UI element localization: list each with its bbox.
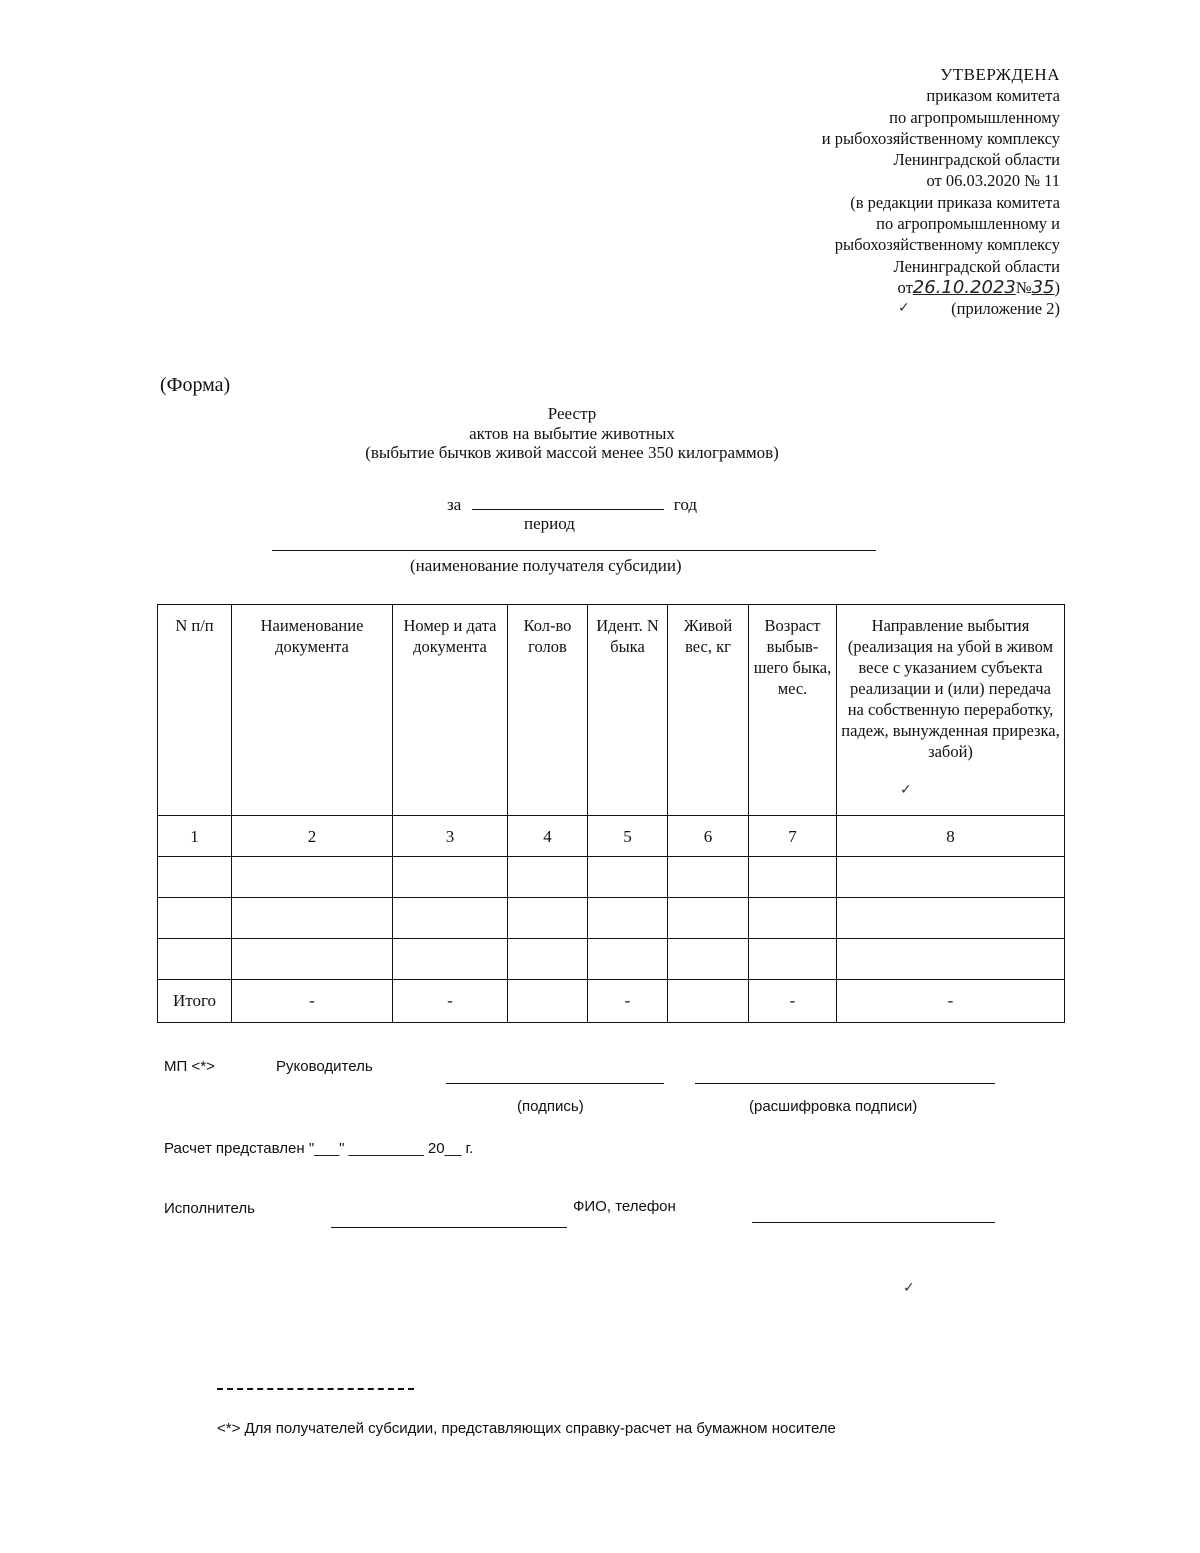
total-label: Итого xyxy=(158,980,232,1023)
recipient-blank[interactable] xyxy=(272,550,876,551)
table-header-cell: N п/п xyxy=(158,605,232,816)
table-cell[interactable] xyxy=(749,898,837,939)
table-cell[interactable] xyxy=(749,939,837,980)
approval-line: Ленинградской области xyxy=(893,256,1060,276)
column-number: 1 xyxy=(158,816,232,857)
approval-line: приказом комитета xyxy=(926,86,1060,106)
period-suffix: год xyxy=(673,495,697,514)
table-cell[interactable] xyxy=(232,857,393,898)
stamp-label: МП <*> xyxy=(164,1058,215,1075)
approval-appendix: (приложение 2) xyxy=(951,299,1060,319)
approval-line: по агропромышленному и xyxy=(876,214,1060,234)
table-cell[interactable] xyxy=(837,857,1065,898)
recipient-caption: (наименование получателя субсидии) xyxy=(410,556,682,575)
signature-caption: (подпись) xyxy=(517,1098,584,1115)
period-caption: период xyxy=(524,514,575,533)
footnote: <*> Для получателей субсидии, представляющих справку-расчет на бумажном носителе xyxy=(217,1420,836,1437)
table-header-cell: Направление выбытия (реализация на убой в живом весе с указанием субъекта реализации и (или) передача на собственную переработку, падеж, вынужденная прирезка, забой) xyxy=(837,605,1065,816)
table-cell[interactable] xyxy=(668,939,749,980)
scan-mark: ✓ xyxy=(903,1280,915,1296)
submitted-line: Расчет представлен "___" _________ 20__ г. xyxy=(164,1140,474,1157)
approval-block xyxy=(700,64,1060,320)
executor-contact-blank[interactable] xyxy=(752,1222,995,1223)
footnote-separator xyxy=(217,1388,414,1390)
column-number: 5 xyxy=(588,816,668,857)
column-number: 3 xyxy=(393,816,508,857)
scan-mark: ✓ xyxy=(900,782,912,798)
period-prefix: за xyxy=(447,495,462,514)
table-header-row xyxy=(158,605,1065,816)
table-cell[interactable] xyxy=(588,857,668,898)
total-cell: - xyxy=(232,980,393,1023)
table-total-row xyxy=(158,980,1065,1023)
table-cell[interactable] xyxy=(158,898,232,939)
approval-line: Ленинградской области xyxy=(893,150,1060,170)
table-cell[interactable] xyxy=(508,857,588,898)
approval-no-label: № xyxy=(1015,277,1032,297)
table-cell[interactable] xyxy=(588,898,668,939)
document-title xyxy=(272,404,872,463)
approval-line: рыбохозяйственному комплексу xyxy=(834,235,1060,255)
approval-handwritten-line xyxy=(700,277,1060,298)
handwritten-date: 26.10.2023 xyxy=(912,276,1016,298)
table-cell[interactable] xyxy=(837,898,1065,939)
table-cell[interactable] xyxy=(837,939,1065,980)
table-header-cell: Возраст выбыв-шего быка, мес. xyxy=(749,605,837,816)
table-header-cell: Идент. N быка xyxy=(588,605,668,816)
column-number: 7 xyxy=(749,816,837,857)
signature-decode-caption: (расшифровка подписи) xyxy=(749,1098,918,1115)
table-header-cell: Номер и дата документа xyxy=(393,605,508,816)
total-cell: - xyxy=(588,980,668,1023)
table-header-cell: Живой вес, кг xyxy=(668,605,749,816)
approval-heading: УТВЕРЖДЕНА xyxy=(940,65,1060,84)
table-cell[interactable] xyxy=(158,857,232,898)
approval-line: по агропромышленному xyxy=(889,107,1060,127)
executor-blank[interactable] xyxy=(331,1227,567,1228)
column-number: 6 xyxy=(668,816,749,857)
table-cell[interactable] xyxy=(749,857,837,898)
period-field xyxy=(447,492,697,515)
total-cell[interactable] xyxy=(668,980,749,1023)
title-line: актов на выбытие животных xyxy=(469,423,675,443)
scan-mark: ✓ xyxy=(898,300,910,316)
table-cell[interactable] xyxy=(668,898,749,939)
column-number: 4 xyxy=(508,816,588,857)
signature-blank[interactable] xyxy=(446,1083,664,1084)
approval-line: (в редакции приказа комитета xyxy=(850,192,1060,212)
approval-close-paren: ) xyxy=(1054,277,1060,297)
table-cell[interactable] xyxy=(393,939,508,980)
table-cell[interactable] xyxy=(232,939,393,980)
table-row xyxy=(158,939,1065,980)
period-blank[interactable] xyxy=(472,492,664,510)
executor-contact-label: ФИО, телефон xyxy=(573,1198,676,1215)
head-label: Руководитель xyxy=(276,1058,373,1075)
table-cell[interactable] xyxy=(588,939,668,980)
register-table xyxy=(157,604,1065,1023)
table-cell[interactable] xyxy=(393,898,508,939)
table-number-row xyxy=(158,816,1065,857)
executor-label: Исполнитель xyxy=(164,1200,255,1217)
total-cell: - xyxy=(837,980,1065,1023)
column-number: 2 xyxy=(232,816,393,857)
approval-line: и рыбохозяйственному комплексу xyxy=(821,128,1060,148)
table-cell[interactable] xyxy=(668,857,749,898)
title-line: Реестр xyxy=(547,404,597,423)
table-header-cell: Кол-во голов xyxy=(508,605,588,816)
column-number: 8 xyxy=(837,816,1065,857)
signature-decode-blank[interactable] xyxy=(695,1083,995,1084)
total-cell: - xyxy=(393,980,508,1023)
approval-ot: от xyxy=(897,277,913,297)
total-cell: - xyxy=(749,980,837,1023)
handwritten-number: 35 xyxy=(1031,276,1055,298)
table-header-cell: Наименование документа xyxy=(232,605,393,816)
table-row xyxy=(158,857,1065,898)
table-row xyxy=(158,898,1065,939)
total-cell[interactable] xyxy=(508,980,588,1023)
title-line: (выбытие бычков живой массой менее 350 килограммов) xyxy=(365,443,779,462)
table-cell[interactable] xyxy=(508,898,588,939)
form-label: (Форма) xyxy=(160,374,231,396)
table-cell[interactable] xyxy=(232,898,393,939)
table-cell[interactable] xyxy=(508,939,588,980)
table-cell[interactable] xyxy=(158,939,232,980)
approval-line: от 06.03.2020 № 11 xyxy=(926,171,1060,191)
table-cell[interactable] xyxy=(393,857,508,898)
